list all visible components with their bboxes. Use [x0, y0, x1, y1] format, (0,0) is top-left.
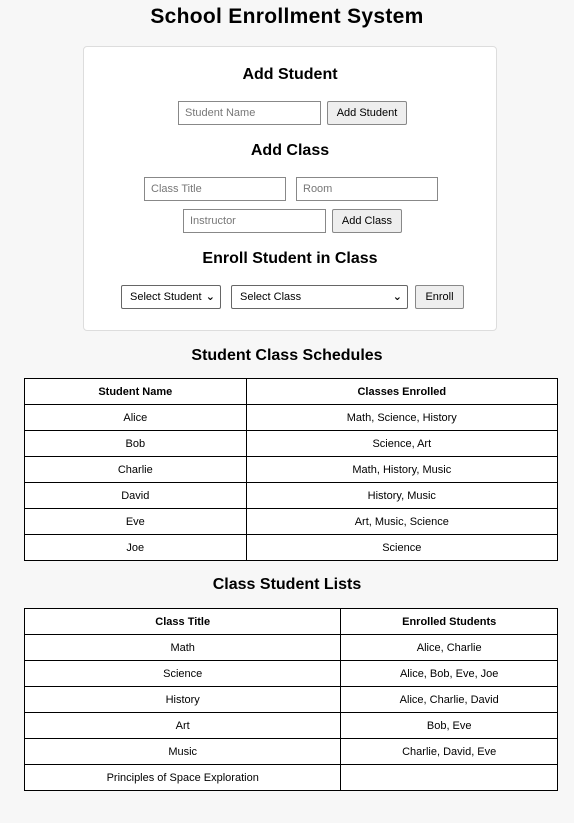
- student-name-input[interactable]: [178, 101, 321, 125]
- table-row: [25, 765, 558, 791]
- table-cell: Eve: [25, 509, 247, 535]
- table-cell: Alice, Bob, Eve, Joe: [341, 661, 558, 687]
- add-class-button[interactable]: Add Class: [332, 209, 402, 233]
- chevron-down-icon: ⌄: [205, 291, 215, 303]
- table-cell: David: [25, 483, 247, 509]
- enroll-heading: Enroll Student in Class: [202, 250, 378, 267]
- table-cell: [341, 765, 558, 791]
- table-cell: Alice, Charlie, David: [341, 687, 558, 713]
- student-select-value: Select Student: [130, 291, 202, 303]
- class-select-value: Select Class: [240, 291, 302, 303]
- table-cell: Alice: [25, 405, 247, 431]
- table-cell: Charlie: [25, 457, 247, 483]
- schedules-table: [24, 378, 558, 561]
- table-cell: Bob: [25, 431, 247, 457]
- table-row: [25, 431, 558, 457]
- table-cell: Math, Science, History: [246, 405, 557, 431]
- add-student-button[interactable]: Add Student: [327, 101, 407, 125]
- table-row: [25, 535, 558, 561]
- table-cell: History, Music: [246, 483, 557, 509]
- class-title-input[interactable]: [144, 177, 286, 201]
- enroll-button[interactable]: Enroll: [415, 285, 464, 309]
- table-row: [25, 661, 558, 687]
- instructor-input[interactable]: [183, 209, 326, 233]
- table-row: [25, 739, 558, 765]
- table-cell: Math: [25, 635, 341, 661]
- table-row: [25, 509, 558, 535]
- table-cell: Joe: [25, 535, 247, 561]
- page-title: School Enrollment System: [150, 5, 424, 28]
- table-cell: Charlie, David, Eve: [341, 739, 558, 765]
- class-lists-table: [24, 608, 558, 791]
- forms-panel: [83, 46, 497, 331]
- table-header-row: [25, 379, 558, 405]
- table-row: [25, 713, 558, 739]
- table-header-row: [25, 609, 558, 635]
- table-row: [25, 457, 558, 483]
- add-student-heading: Add Student: [242, 66, 338, 83]
- room-input[interactable]: [296, 177, 438, 201]
- table-cell: Alice, Charlie: [341, 635, 558, 661]
- table-cell: Bob, Eve: [341, 713, 558, 739]
- column-header: Classes Enrolled: [246, 379, 557, 405]
- chevron-down-icon: ⌄: [392, 291, 402, 303]
- table-cell: Science: [246, 535, 557, 561]
- add-class-heading: Add Class: [250, 142, 330, 159]
- table-row: [25, 483, 558, 509]
- column-header: Class Title: [25, 609, 341, 635]
- table-cell: Science, Art: [246, 431, 557, 457]
- table-row: [25, 405, 558, 431]
- table-cell: Art: [25, 713, 341, 739]
- table-row: [25, 687, 558, 713]
- class-lists-heading: Class Student Lists: [212, 576, 362, 593]
- table-row: [25, 635, 558, 661]
- class-select[interactable]: [231, 285, 408, 309]
- column-header: Student Name: [25, 379, 247, 405]
- table-cell: Math, History, Music: [246, 457, 557, 483]
- table-cell: History: [25, 687, 341, 713]
- table-cell: Art, Music, Science: [246, 509, 557, 535]
- schedules-heading: Student Class Schedules: [191, 347, 383, 364]
- table-cell: Science: [25, 661, 341, 687]
- column-header: Enrolled Students: [341, 609, 558, 635]
- table-cell: Principles of Space Exploration: [25, 765, 341, 791]
- student-select[interactable]: [121, 285, 221, 309]
- table-cell: Music: [25, 739, 341, 765]
